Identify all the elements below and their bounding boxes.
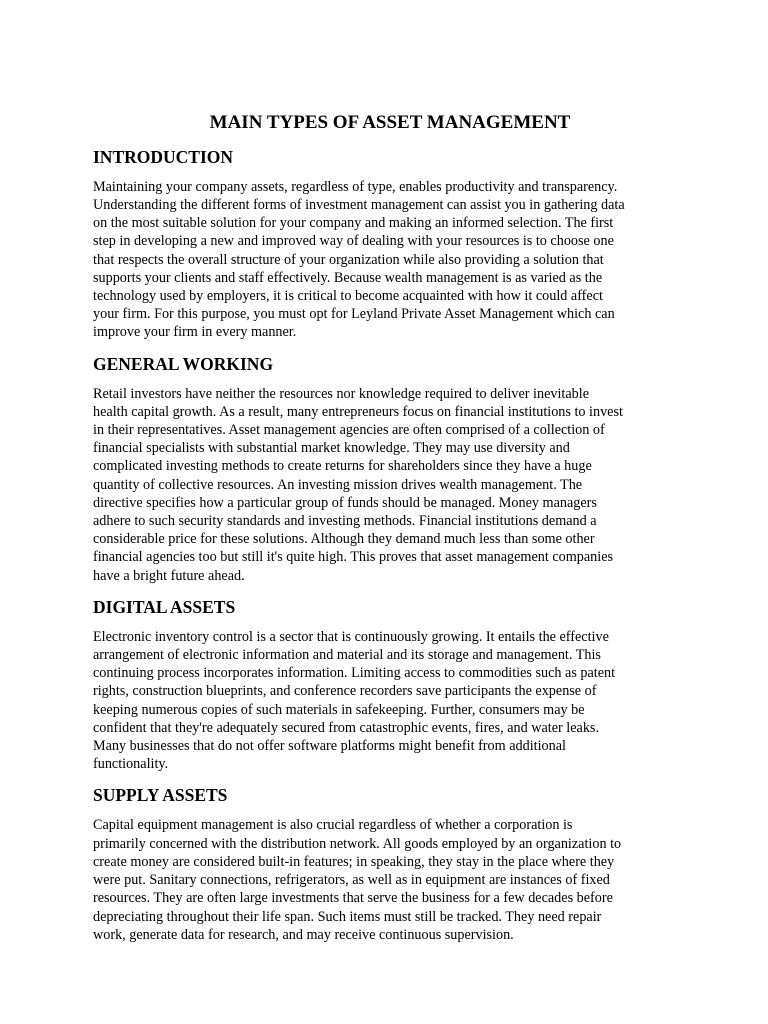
text-line: complicated investing methods to create returns for shareholders since they have a huge [93, 458, 592, 475]
text-line: create money are considered built-in features; in speaking, they stay in the place where they [93, 853, 615, 870]
section-paragraph [93, 385, 683, 585]
document-page [93, 112, 683, 956]
text-line: adhere to such security standards and investing methods. Financial institutions demand a [93, 513, 597, 530]
text-line: directive specifies how a particular group of funds should be managed. Money managers [93, 494, 597, 511]
text-line: keeping numerous copies of such materials in safekeeping. Further, consumers may be [93, 701, 585, 718]
text-line: quantity of collective resources. An investing mission drives wealth management. The [93, 476, 583, 493]
section-heading: GENERAL WORKING [93, 353, 274, 374]
text-line: supports your clients and staff effectively. Because wealth management is as varied as the [93, 269, 603, 286]
section-paragraph [93, 178, 683, 342]
text-line: depreciating throughout their life span. Such items must still be tracked. They need repair [93, 908, 602, 925]
document-title: MAIN TYPES OF ASSET MANAGEMENT [209, 112, 571, 133]
text-line: technology used by employers, it is critical to become acquainted with how it could affect [93, 288, 603, 305]
text-line: considerable price for these solutions. Although they demand much less than some other [93, 531, 595, 548]
text-line: arrangement of electronic information and material and its storage and management. This [93, 647, 601, 664]
text-line: Retail investors have neither the resources nor knowledge required to deliver inevitable [93, 385, 589, 402]
text-line: that respects the overall structure of your organization while also providing a solution that [93, 251, 604, 268]
section-general-working [93, 354, 683, 585]
section-supply-assets [93, 785, 683, 943]
text-line: financial specialists with substantial market knowledge. They may use diversity and [93, 440, 570, 457]
text-line: your firm. For this purpose, you must opt for Leyland Private Asset Management which can [93, 306, 615, 323]
section-paragraph [93, 816, 683, 943]
text-line: were put. Sanitary connections, refrigerators, as well as in equipment are instances of fixed [93, 872, 610, 889]
text-line: improve your firm in every manner. [93, 324, 297, 341]
text-line: Many businesses that do not offer software platforms might benefit from additional [93, 738, 566, 755]
section-heading: SUPPLY ASSETS [93, 785, 228, 806]
text-line: health capital growth. As a result, many entrepreneurs focus on financial institutions to invest [93, 403, 623, 420]
text-line: rights, construction blueprints, and conference recorders save participants the expense of [93, 683, 597, 700]
text-line: continuing process incorporates information. Limiting access to commodities such as patent [93, 665, 616, 682]
text-line: on the most suitable solution for your company and making an informed selection. The first [93, 215, 614, 232]
text-line: functionality. [93, 756, 169, 773]
section-introduction [93, 147, 683, 342]
text-line: primarily concerned with the distribution network. All goods employed by an organization to [93, 835, 622, 852]
text-line: Capital equipment management is also crucial regardless of whether a corporation is [93, 817, 573, 834]
text-line: Maintaining your company assets, regardless of type, enables productivity and transparency. [93, 178, 618, 195]
text-line: financial agencies too but still it's quite high. This proves that asset management companies [93, 549, 614, 566]
text-line: have a bright future ahead. [93, 567, 245, 584]
text-line: resources. They are often large investments that serve the business for a few decades before [93, 890, 613, 907]
section-digital-assets [93, 597, 683, 774]
section-paragraph [93, 628, 683, 774]
text-line: step in developing a new and improved way of dealing with your resources is to choose one [93, 233, 614, 250]
text-line: Electronic inventory control is a sector that is continuously growing. It entails the effective [93, 628, 609, 645]
section-heading: INTRODUCTION [93, 146, 234, 167]
text-line: in their representatives. Asset management agencies are often comprised of a collection of [93, 422, 605, 439]
text-line: work, generate data for research, and may receive continuous supervision. [93, 926, 514, 943]
text-line: Understanding the different forms of investment management can assist you in gathering data [93, 197, 625, 213]
text-line: confident that they're adequately secured from catastrophic events, fires, and water leaks. [93, 719, 599, 736]
section-heading: DIGITAL ASSETS [93, 596, 236, 617]
